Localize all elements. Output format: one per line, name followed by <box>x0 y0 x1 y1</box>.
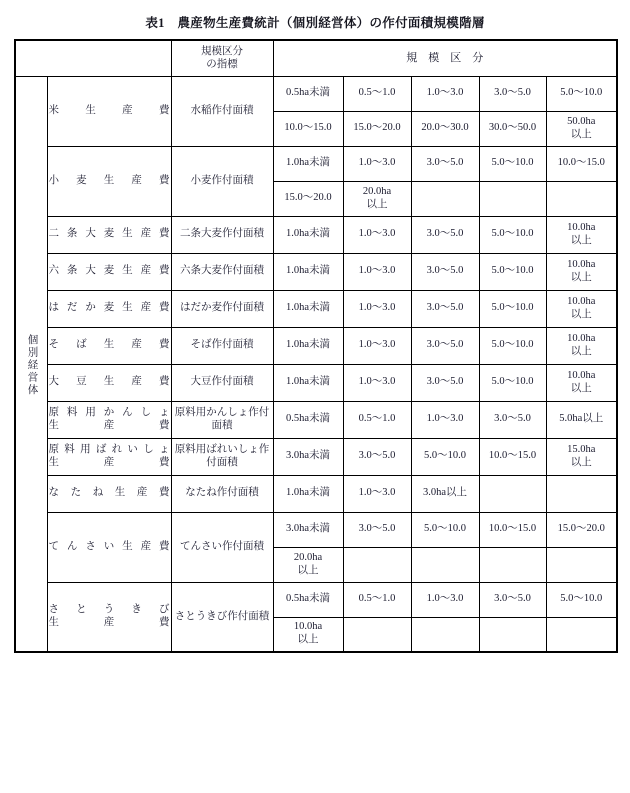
scale-band-cell <box>273 327 343 364</box>
scale-band-cell <box>343 216 411 253</box>
scale-band-value: 5.0〜10.0 <box>491 302 534 314</box>
scale-band-cell <box>411 475 479 512</box>
header-scale-class-label: 規模区分 <box>406 51 495 64</box>
table-row <box>15 401 617 438</box>
scale-band-value: 5.0〜10.0 <box>424 523 466 535</box>
scale-band-value: 15.0〜20.0 <box>353 122 401 134</box>
scale-band-cell <box>411 111 479 146</box>
header-indicator-line-2: の指標 <box>206 59 238 71</box>
scale-band-value: 15.0〜20.0 <box>284 192 332 204</box>
scale-band-cell <box>273 253 343 290</box>
scale-band-value: 1.0〜3.0 <box>426 87 464 99</box>
cost-item-name-line: 原料用ばれいしょ <box>48 444 170 456</box>
scale-band-cell <box>546 290 617 327</box>
table-row <box>15 76 617 111</box>
scale-band-cell <box>273 76 343 111</box>
scale-band-value: 以上 <box>366 198 388 210</box>
table-header-row <box>15 40 617 76</box>
scale-band-cell <box>343 76 411 111</box>
scale-band-cell-empty <box>479 547 546 582</box>
scale-band-cell <box>546 146 617 181</box>
scale-band-value: 1.0〜3.0 <box>358 265 396 277</box>
scale-band-value: 1.0ha未満 <box>285 302 331 314</box>
cost-item-name-line: そ ば 生 産 費 <box>48 339 170 351</box>
scale-indicator-cell: 二条大麦作付面積 <box>171 216 273 253</box>
cost-item-name-line: さ と う き び <box>48 604 170 616</box>
scale-band-cell <box>546 401 617 438</box>
scale-band-value: 5.0〜10.0 <box>491 376 534 388</box>
scale-band-value: 0.5ha未満 <box>285 413 331 425</box>
cost-item-name-line: 米 生 産 費 <box>48 104 170 116</box>
scale-band-value: 5.0〜10.0 <box>491 157 534 169</box>
scale-band-cell <box>273 181 343 216</box>
scale-band-value: 0.5〜1.0 <box>358 593 396 605</box>
scale-band-cell <box>273 547 343 582</box>
scale-band-value: 1.0ha未満 <box>285 487 331 499</box>
scale-band-value: 5.0ha以上 <box>559 413 604 425</box>
scale-band-value: 1.0ha未満 <box>285 157 331 169</box>
scale-band-value: 3.0〜5.0 <box>426 376 464 388</box>
scale-band-cell <box>343 475 411 512</box>
scale-band-value: 20.0〜30.0 <box>421 122 469 134</box>
scale-band-value: 1.0〜3.0 <box>358 339 396 351</box>
scale-band-cell <box>479 290 546 327</box>
scale-band-value: 3.0〜5.0 <box>426 157 464 169</box>
scale-band-cell <box>479 438 546 475</box>
table-row <box>15 290 617 327</box>
scale-band-cell <box>343 401 411 438</box>
scale-band-value: 1.0ha未満 <box>285 228 331 240</box>
scale-band-value: 3.0〜5.0 <box>358 450 396 462</box>
scale-indicator-cell: 大豆作付面積 <box>171 364 273 401</box>
scale-band-value: 5.0〜10.0 <box>491 265 534 277</box>
scale-band-value: 以上 <box>570 128 592 140</box>
table-row <box>15 327 617 364</box>
scale-band-cell <box>343 253 411 290</box>
cost-item-name-cell <box>47 146 171 216</box>
cost-item-name-line: な た ね 生 産 費 <box>48 487 170 499</box>
cost-item-name-line: てんさい生産費 <box>48 540 170 552</box>
scale-band-value: 1.0〜3.0 <box>426 593 464 605</box>
scale-band-cell <box>343 181 411 216</box>
scale-indicator-cell: 六条大麦作付面積 <box>171 253 273 290</box>
scale-band-value: 15.0〜20.0 <box>557 523 605 535</box>
scale-band-value: 10.0〜15.0 <box>488 523 537 535</box>
scale-band-cell <box>479 111 546 146</box>
scale-band-value: 10.0ha <box>567 221 596 233</box>
scale-band-value: 3.0ha未満 <box>285 523 331 535</box>
scale-band-cell-empty <box>479 475 546 512</box>
scale-indicator-cell: そば作付面積 <box>171 327 273 364</box>
scale-band-cell-empty <box>411 547 479 582</box>
page-title: 表1 農産物生産費統計（個別経営体）の作付面積規模階層 <box>145 16 485 30</box>
scale-band-value: 3.0〜5.0 <box>494 87 531 99</box>
vertical-label-holder <box>16 332 47 397</box>
cost-item-name-cell <box>47 76 171 146</box>
scale-band-cell <box>546 111 617 146</box>
scale-band-cell <box>479 146 546 181</box>
scale-band-value: 1.0ha未満 <box>285 265 331 277</box>
scale-band-cell <box>479 512 546 547</box>
scale-band-cell-empty <box>479 617 546 652</box>
scale-band-cell <box>343 438 411 475</box>
scale-band-cell-empty <box>546 181 617 216</box>
scale-band-value: 以上 <box>570 308 592 320</box>
scale-band-value: 1.0〜3.0 <box>358 157 396 169</box>
cost-item-name-line: 生 産 費 <box>48 419 170 431</box>
header-indicator-line-1: 規模区分 <box>201 46 243 58</box>
scale-band-value: 0.5〜1.0 <box>358 87 396 99</box>
scale-band-cell <box>343 512 411 547</box>
scale-band-cell <box>411 290 479 327</box>
scale-band-value: 5.0〜10.0 <box>424 450 466 462</box>
scale-band-value: 3.0〜5.0 <box>426 228 464 240</box>
scale-band-cell-empty <box>343 547 411 582</box>
scale-band-value: 1.0〜3.0 <box>426 413 464 425</box>
scale-indicator-cell: さとうきび作付面積 <box>171 582 273 652</box>
scale-band-cell <box>273 216 343 253</box>
cost-item-name-cell <box>47 475 171 512</box>
scale-band-value: 10.0〜15.0 <box>284 122 332 134</box>
cost-item-name-cell <box>47 401 171 438</box>
table-row <box>15 253 617 290</box>
cost-item-name-line: 六条大麦生産費 <box>48 265 170 277</box>
table-row <box>15 146 617 181</box>
table-row <box>15 512 617 547</box>
scale-band-cell <box>546 438 617 475</box>
scale-band-cell <box>546 253 617 290</box>
scale-band-value: 3.0ha以上 <box>422 487 468 499</box>
scale-band-cell <box>411 216 479 253</box>
scale-band-cell <box>343 582 411 617</box>
cost-item-name-line: 大 豆 生 産 費 <box>48 376 170 388</box>
scale-band-cell <box>411 253 479 290</box>
scale-band-cell <box>343 327 411 364</box>
scale-band-value: 10.0〜15.0 <box>488 450 537 462</box>
cost-item-name-cell <box>47 253 171 290</box>
cost-item-name-cell <box>47 290 171 327</box>
scale-band-cell-empty <box>411 181 479 216</box>
cost-item-name-line: 生 産 費 <box>48 456 170 468</box>
table-container <box>14 39 616 653</box>
scale-band-cell <box>546 364 617 401</box>
scale-band-value: 15.0ha <box>567 443 596 455</box>
scale-band-cell <box>343 146 411 181</box>
scale-band-value: 5.0〜10.0 <box>491 339 534 351</box>
scale-band-value: 1.0〜3.0 <box>358 376 396 388</box>
scale-indicator-cell: てんさい作付面積 <box>171 512 273 582</box>
header-blank-cell <box>15 40 171 76</box>
scale-band-value: 以上 <box>297 634 319 646</box>
cost-item-name-line: 小 麦 生 産 費 <box>48 174 170 186</box>
scale-band-cell <box>479 327 546 364</box>
scale-band-value: 以上 <box>570 456 592 468</box>
scale-band-value: 20.0ha <box>362 185 392 197</box>
scale-band-value: 以上 <box>570 271 592 283</box>
scale-band-cell <box>546 216 617 253</box>
scale-band-cell <box>273 364 343 401</box>
scale-band-value: 10.0ha <box>567 295 596 307</box>
scale-band-cell-empty <box>411 617 479 652</box>
scale-band-value: 5.0〜10.0 <box>491 228 534 240</box>
cost-item-name-line: はだか麦生産費 <box>48 302 170 314</box>
cost-item-name-line: 原料用かんしょ <box>48 407 170 419</box>
scale-band-value: 以上 <box>297 564 319 576</box>
scale-band-cell <box>343 364 411 401</box>
scale-band-cell <box>411 582 479 617</box>
scale-band-cell-empty <box>546 475 617 512</box>
scale-band-cell <box>411 364 479 401</box>
scale-band-cell <box>273 475 343 512</box>
scale-band-cell <box>411 146 479 181</box>
header-scale-class-cell <box>273 40 617 76</box>
scale-band-value: 10.0〜15.0 <box>557 157 605 169</box>
scale-indicator-cell: 原料用ばれいしょ作付面積 <box>171 438 273 475</box>
scale-band-cell <box>411 512 479 547</box>
scale-band-cell <box>546 76 617 111</box>
scale-band-value: 1.0ha未満 <box>285 339 331 351</box>
scale-band-value: 30.0〜50.0 <box>488 122 537 134</box>
scale-band-cell <box>273 438 343 475</box>
cost-item-name-cell <box>47 216 171 253</box>
scale-band-cell-empty <box>343 617 411 652</box>
scale-band-value: 0.5ha未満 <box>285 87 331 99</box>
scale-band-cell <box>411 76 479 111</box>
scale-band-value: 10.0ha <box>567 369 596 381</box>
scale-band-cell <box>411 401 479 438</box>
scale-band-cell-empty <box>546 617 617 652</box>
scale-band-cell-empty <box>546 547 617 582</box>
scale-band-cell <box>273 401 343 438</box>
scale-band-cell <box>343 111 411 146</box>
table-body <box>15 40 617 652</box>
scale-band-value: 0.5〜1.0 <box>358 413 396 425</box>
scale-band-cell <box>273 146 343 181</box>
scale-band-cell <box>479 76 546 111</box>
scale-band-value: 20.0ha <box>293 551 323 563</box>
scale-band-value: 3.0ha未満 <box>285 450 331 462</box>
header-indicator-cell <box>171 40 273 76</box>
table-row <box>15 582 617 617</box>
scale-band-cell <box>343 290 411 327</box>
cost-item-name-cell <box>47 438 171 475</box>
scale-band-value: 3.0〜5.0 <box>494 413 531 425</box>
scale-band-cell <box>411 327 479 364</box>
scale-band-cell <box>479 253 546 290</box>
table-row <box>15 364 617 401</box>
row-group-vertical-label-cell <box>15 76 47 652</box>
scale-band-cell <box>273 582 343 617</box>
scale-band-cell <box>479 364 546 401</box>
scale-band-value: 3.0〜5.0 <box>494 593 531 605</box>
scale-band-cell <box>411 438 479 475</box>
scale-band-value: 3.0〜5.0 <box>426 265 464 277</box>
cost-item-name-cell <box>47 582 171 652</box>
cost-item-name-cell <box>47 327 171 364</box>
scale-indicator-cell: 水稲作付面積 <box>171 76 273 146</box>
scale-band-value: 1.0〜3.0 <box>358 228 396 240</box>
scale-band-cell <box>273 290 343 327</box>
table-row <box>15 475 617 512</box>
scale-band-value: 10.0ha <box>567 332 596 344</box>
scale-band-cell <box>546 512 617 547</box>
cost-item-name-cell <box>47 364 171 401</box>
scale-band-value: 3.0〜5.0 <box>426 302 464 314</box>
header-indicator-label <box>172 45 273 71</box>
scale-band-value: 以上 <box>570 382 592 394</box>
scale-band-value: 以上 <box>570 234 592 246</box>
scale-band-cell <box>479 401 546 438</box>
scale-band-value: 10.0ha <box>567 258 596 270</box>
table-row <box>15 216 617 253</box>
scale-indicator-cell: はだか麦作付面積 <box>171 290 273 327</box>
scale-band-cell <box>273 617 343 652</box>
scale-band-value: 3.0〜5.0 <box>426 339 464 351</box>
scale-band-value: 10.0ha <box>293 621 323 633</box>
scale-indicator-cell: 原料用かんしょ作付面積 <box>171 401 273 438</box>
scale-band-value: 1.0〜3.0 <box>358 487 396 499</box>
cost-item-name-line: 二条大麦生産費 <box>48 228 170 240</box>
scale-band-cell <box>479 216 546 253</box>
scale-indicator-cell: なたね作付面積 <box>171 475 273 512</box>
table-row <box>15 438 617 475</box>
row-group-vertical-label: 個別経営体 <box>26 333 38 396</box>
scale-class-table <box>14 39 618 653</box>
scale-band-value: 1.0ha未満 <box>285 376 331 388</box>
scale-band-cell <box>273 111 343 146</box>
scale-band-value: 5.0〜10.0 <box>560 87 603 99</box>
scale-band-cell <box>546 582 617 617</box>
scale-band-value: 3.0〜5.0 <box>358 523 396 535</box>
scale-band-value: 1.0〜3.0 <box>358 302 396 314</box>
scale-band-value: 50.0ha <box>567 115 596 127</box>
cost-item-name-cell <box>47 512 171 582</box>
scale-band-value: 0.5ha未満 <box>285 593 331 605</box>
scale-band-value: 以上 <box>570 345 592 357</box>
scale-band-cell <box>273 512 343 547</box>
scale-band-cell <box>546 327 617 364</box>
scale-band-cell <box>479 582 546 617</box>
scale-indicator-cell: 小麦作付面積 <box>171 146 273 216</box>
scale-band-value: 5.0〜10.0 <box>560 593 603 605</box>
scale-band-cell-empty <box>479 181 546 216</box>
cost-item-name-line: 生 産 費 <box>48 616 170 628</box>
